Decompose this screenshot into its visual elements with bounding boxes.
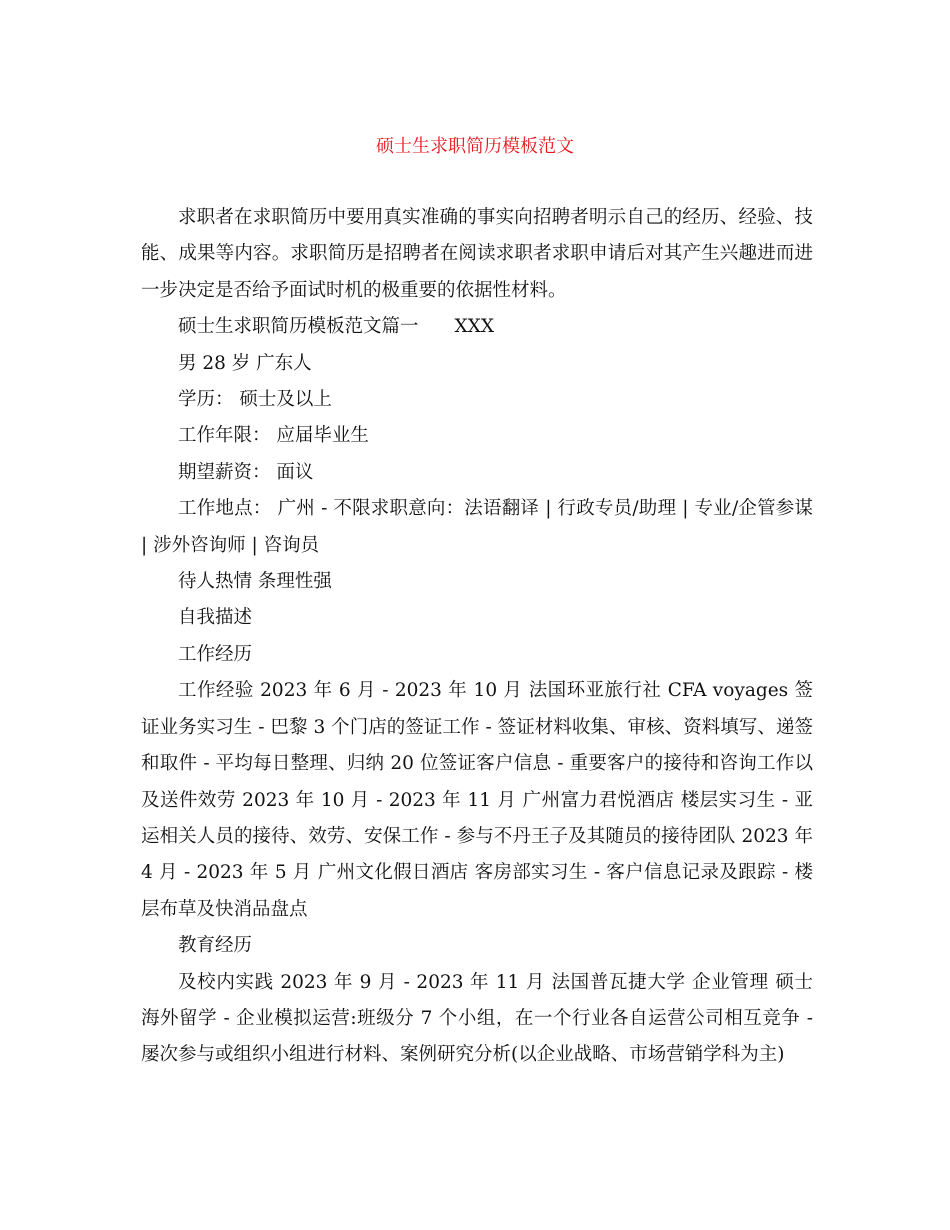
- work-history-heading: 工作经历: [178, 643, 253, 665]
- resume-heading-line: [141, 309, 813, 345]
- education-experience: 及校内实践 2023 年 9 月 - 2023 年 11 月 法国普瓦捷大学 企业管理 硕士 海外留学 - 企业模拟运营:班级分 7 个小组，在一个行业各自运营公司相互竞争 - 屡次参与或组织小组进行材料、案例研究分析(以企业战略、市场营销学科为主): [141, 971, 813, 1066]
- basic-info: 男 28 岁 广东人: [178, 352, 312, 374]
- intro-paragraph: 求职者在求职简历中要用真实准确的事实向招聘者明示自己的经历、经验、技能、成果等内容。求职简历是招聘者在阅读求职者求职申请后对其产生兴趣进而进一步决定是否给予面试时机的极重要的依据性材料。: [141, 207, 813, 301]
- education-level: 学历： 硕士及以上: [178, 389, 332, 411]
- document-body: [141, 200, 813, 1074]
- resume-heading: 硕士生求职简历模板范文篇一: [178, 316, 419, 338]
- work-years: 工作年限： 应届毕业生: [178, 425, 369, 447]
- work-experience: 工作经验 2023 年 6 月 - 2023 年 10 月 法国环亚旅行社 CFA voyages 签证业务实习生 - 巴黎 3 个门店的签证工作 - 签证材料收集、审核、资料填写、递签和取件 - 平均每日整理、归纳 20 位签证客户信息 - 重要客户的接待和咨询工作以及送件效劳 2023 年 10 月 - 2023 年 11 月 广州富力君悦酒店 楼层实习生 - 亚运相关人员的接待、效劳、安保工作 - 参与不丹王子及其随员的接待团队 2023 年 4 月 - 2023 年 5 月 广州文化假日酒店 客房部实习生 - 客户信息记录及跟踪 - 楼层布草及快消品盘点: [141, 680, 813, 920]
- location-intent: 工作地点： 广州 - 不限求职意向：法语翻译 | 行政专员/助理 | 专业/企管参谋 | 涉外咨询师 | 咨询员: [141, 498, 813, 556]
- self-description-heading: 自我描述: [178, 607, 253, 629]
- expected-salary: 期望薪资： 面议: [178, 461, 314, 483]
- traits: 待人热情 条理性强: [178, 571, 332, 593]
- candidate-name: XXX: [454, 316, 495, 338]
- document-title: 硕士生求职简历模板范文: [376, 136, 574, 157]
- education-heading: 教育经历: [178, 935, 253, 957]
